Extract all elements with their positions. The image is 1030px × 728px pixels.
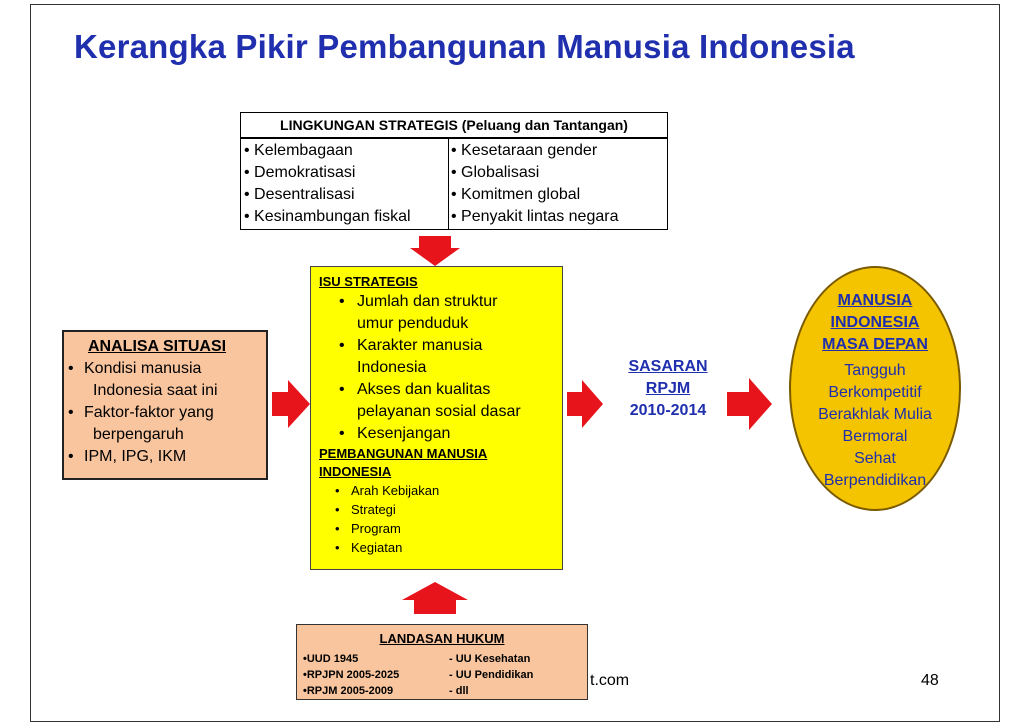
list-item: • Desentralisasi (244, 186, 355, 203)
list-item: Berkompetitif (828, 384, 922, 401)
list-item: Bermoral (842, 428, 908, 445)
list-item: •RPJM 2005-2009 (303, 685, 394, 697)
list-item: • Penyakit lintas negara (451, 208, 619, 225)
footer-url: t.com (590, 672, 630, 689)
list-item-continuation: Indonesia saat ini (93, 382, 218, 399)
sub-list-item: • Kegiatan (319, 538, 562, 557)
list-item: Tangguh (844, 362, 906, 379)
list-item: • Kelembagaan (244, 142, 353, 159)
arrow-right-icon (272, 380, 310, 428)
list-item: • Demokratisasi (244, 164, 356, 181)
arrow-right-icon (567, 380, 603, 428)
arrow-down-icon (410, 236, 460, 266)
list-item-continuation: umur penduduk (357, 315, 469, 332)
list-item: • Kesetaraan gender (451, 142, 598, 159)
list-item: Berakhlak Mulia (818, 406, 932, 423)
isu-strategis-header: ISU STRATEGIS (319, 274, 418, 289)
list-item: - dll (449, 685, 469, 697)
pembangunan-manusia-header-cont: INDONESIA (319, 464, 392, 479)
page-number: 48 (921, 672, 939, 689)
analisa-situasi-header: ANALISA SITUASI (88, 338, 227, 355)
arrow-right-icon (727, 378, 772, 430)
header-line: INDONESIA (830, 314, 920, 331)
list-item: - UU Pendidikan (449, 669, 534, 681)
list-item: Berpendidikan (823, 472, 927, 489)
list-item: • Globalisasi (451, 164, 540, 181)
list-item: • Kesinambungan fiskal (244, 208, 411, 225)
list-item: • Jumlah dan struktur (319, 291, 562, 313)
sasaran-line: 2010-2014 (629, 402, 707, 419)
list-item: - UU Kesehatan (449, 653, 531, 665)
list-item: • Komitmen global (451, 186, 581, 203)
slide-title: Kerangka Pikir Pembangunan Manusia Indonesia (74, 28, 855, 65)
sub-list-item: • Arah Kebijakan (319, 481, 562, 500)
list-item-continuation: Indonesia (357, 359, 427, 376)
sasaran-line: RPJM (645, 380, 691, 397)
list-item: • Kondisi manusia (68, 358, 266, 380)
list-item: Sehat (854, 450, 896, 467)
list-item-continuation: berpengaruh (93, 426, 184, 443)
header-line: MASA DEPAN (822, 336, 928, 353)
arrow-up-icon (402, 582, 468, 614)
list-item: •RPJPN 2005-2025 (303, 669, 400, 681)
sub-list-item: • Program (319, 519, 562, 538)
sasaran-line: SASARAN (628, 358, 708, 375)
list-item: • Akses dan kualitas (319, 379, 562, 401)
list-item: • IPM, IPG, IKM (68, 446, 266, 468)
landasan-hukum-header: LANDASAN HUKUM (379, 631, 505, 646)
header-line: MANUSIA (837, 292, 913, 309)
list-item: •UUD 1945 (303, 653, 359, 665)
list-item: • Karakter manusia (319, 335, 562, 357)
list-item-continuation: pelayanan sosial dasar (357, 403, 521, 420)
list-item: • Faktor-faktor yang (68, 402, 266, 424)
lingkungan-strategis-header: LINGKUNGAN STRATEGIS (Peluang dan Tantangan) (240, 112, 668, 138)
list-item: • Kesenjangan (319, 423, 562, 445)
pembangunan-manusia-header: PEMBANGUNAN MANUSIA (319, 446, 488, 461)
sub-list-item: • Strategi (319, 500, 562, 519)
